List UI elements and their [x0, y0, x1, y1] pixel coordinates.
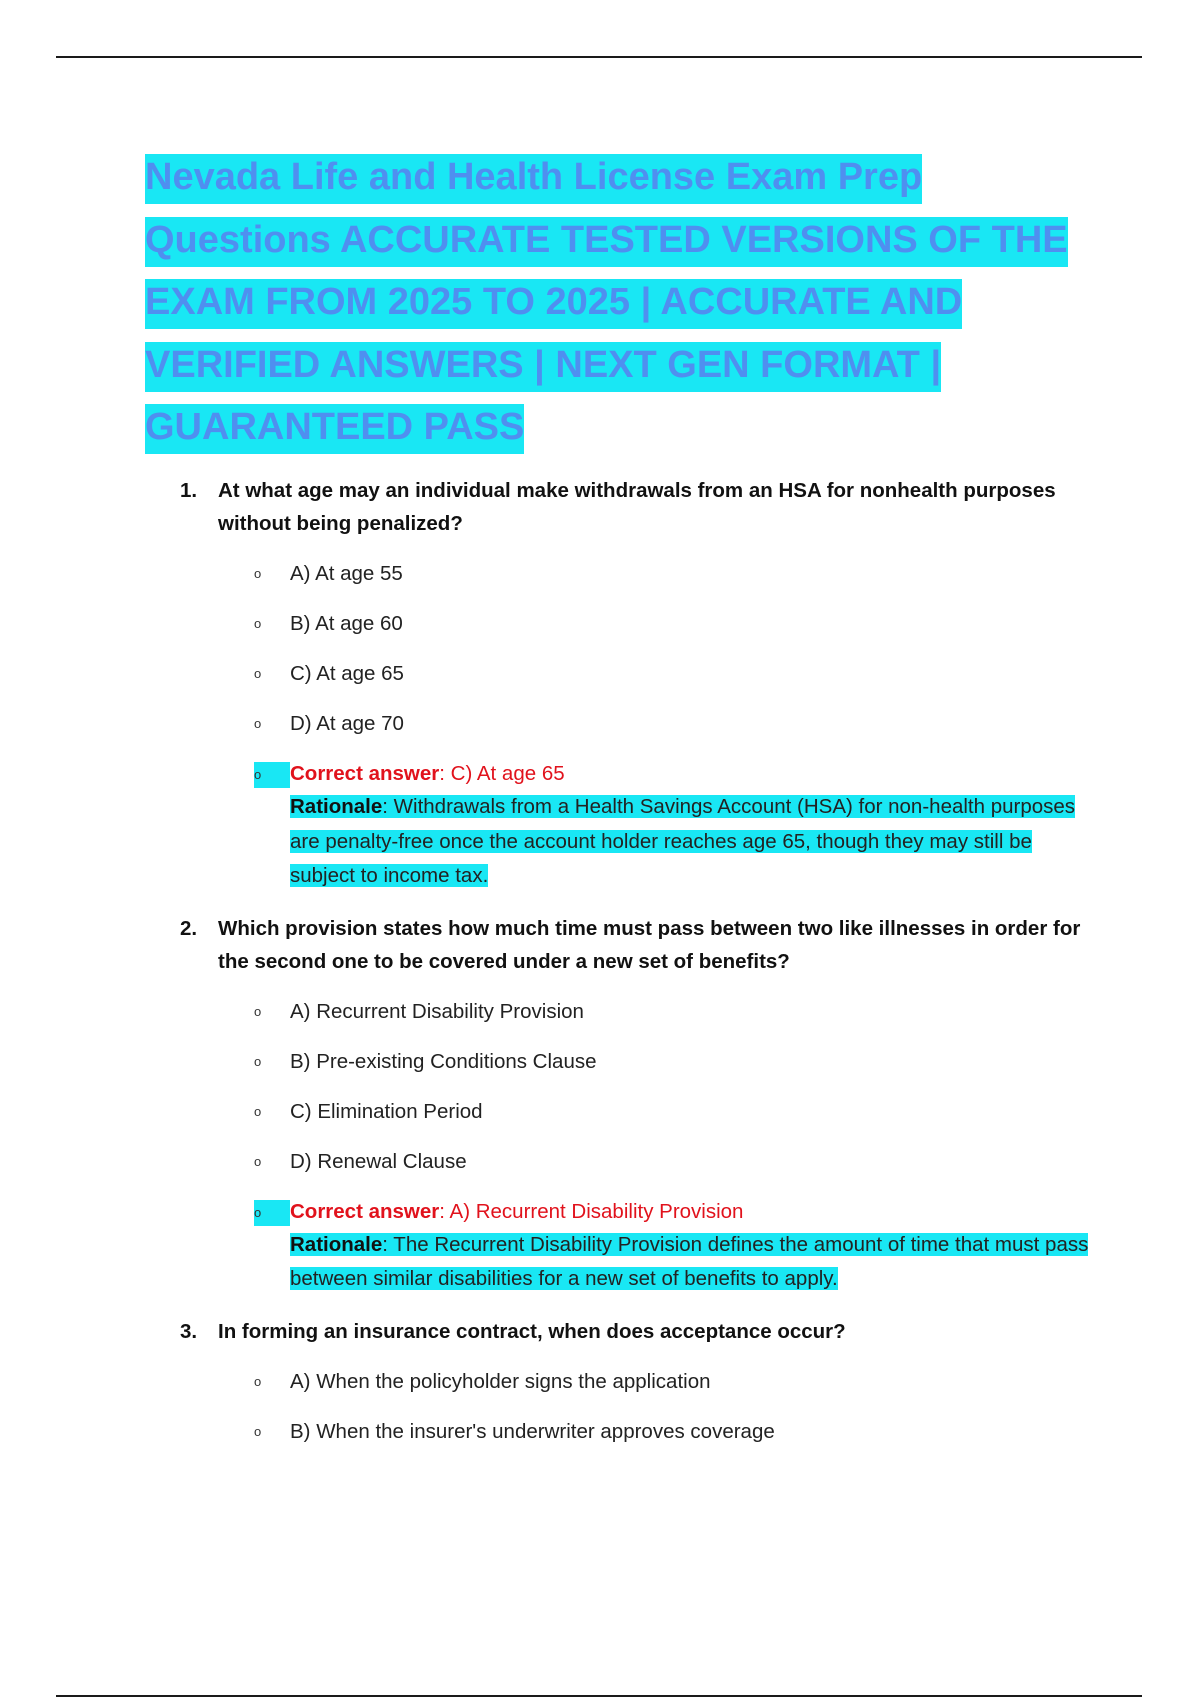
- option-text: C) Elimination Period: [290, 1099, 483, 1123]
- hollow-bullet-icon: o: [254, 666, 262, 681]
- option-text: B) At age 60: [290, 612, 403, 635]
- correct-answer-value: : A) Recurrent Disability Provision: [439, 1199, 744, 1223]
- rationale: [290, 790, 1090, 894]
- option-text: B) Pre-existing Conditions Clause: [290, 1049, 597, 1073]
- hollow-bullet-icon: o: [254, 616, 262, 631]
- rationale-highlight: [290, 1233, 1088, 1291]
- option-text: A) At age 55: [290, 562, 403, 585]
- answer-block: [0, 757, 1200, 894]
- hollow-bullet-icon: o: [254, 762, 290, 788]
- option-list: [0, 995, 1200, 1178]
- question-item: [0, 912, 1200, 1315]
- title-highlight: Nevada Life and Health License Exam Prep Questions ACCURATE TESTED VERSIONS OF THE EXAM FROM 2025 TO 2025 | ACCURATE AND VERIFIED ANSWERS | NEXT GEN FORMAT | GUARANTEED PASS: [145, 154, 1068, 454]
- footer-rule: [56, 1695, 1142, 1697]
- hollow-bullet-icon: o: [254, 1003, 262, 1019]
- header-rule: [56, 56, 1142, 58]
- question-list: [0, 474, 1200, 1448]
- option-item: [0, 557, 1200, 590]
- correct-answer-label: Correct answer: [290, 762, 440, 785]
- correct-answer: [290, 757, 1200, 790]
- hollow-bullet-icon: o: [254, 1153, 262, 1169]
- option-item: [0, 995, 1200, 1028]
- option-item: [0, 707, 1200, 740]
- correct-answer-value: : C) At age 65: [439, 762, 565, 785]
- option-item: [0, 1095, 1200, 1128]
- question-number: 3.: [180, 1319, 198, 1343]
- rationale-label: Rationale: [290, 795, 383, 818]
- rationale: [290, 1228, 1090, 1297]
- option-text: B) When the insurer's underwriter approves coverage: [290, 1419, 775, 1443]
- option-text: D) At age 70: [290, 712, 404, 735]
- correct-answer: [290, 1195, 1200, 1228]
- question-number: 2.: [180, 916, 198, 940]
- option-item: [0, 607, 1200, 640]
- option-list: [0, 557, 1200, 740]
- question-text: In forming an insurance contract, when does acceptance occur?: [218, 1319, 846, 1343]
- option-item: [0, 657, 1200, 690]
- option-text: D) Renewal Clause: [290, 1149, 467, 1173]
- question-text: At what age may an individual make withdrawals from an HSA for nonhealth purposes without being penalized?: [218, 479, 1056, 535]
- correct-answer-label: Correct answer: [290, 1199, 440, 1223]
- option-text: C) At age 65: [290, 662, 404, 685]
- question-item: [0, 474, 1200, 912]
- rationale-text: : Withdrawals from a Health Savings Account (HSA) for non-health purposes are penalty-free once the account holder reaches age 65, though they may still be subject to income tax.: [290, 795, 1076, 887]
- question-number: 1.: [180, 479, 198, 502]
- hollow-bullet-icon: o: [254, 1200, 290, 1226]
- hollow-bullet-icon: o: [254, 1103, 262, 1119]
- question-item: [0, 1315, 1200, 1448]
- document-title: [145, 146, 1075, 459]
- hollow-bullet-icon: o: [254, 1423, 262, 1439]
- option-list: [0, 1365, 1200, 1448]
- rationale-label: Rationale: [290, 1232, 383, 1256]
- option-item: [0, 1415, 1200, 1448]
- option-item: [0, 1365, 1200, 1398]
- option-text: A) Recurrent Disability Provision: [290, 999, 584, 1023]
- hollow-bullet-icon: o: [254, 1373, 262, 1389]
- answer-block: [0, 1195, 1200, 1297]
- rationale-highlight: [290, 795, 1075, 887]
- hollow-bullet-icon: o: [254, 1053, 262, 1069]
- hollow-bullet-icon: o: [254, 716, 262, 731]
- option-item: [0, 1145, 1200, 1178]
- hollow-bullet-icon: o: [254, 566, 262, 581]
- question-text: Which provision states how much time must pass between two like illnesses in order for the second one to be covered under a new set of benefits?: [218, 916, 1081, 973]
- rationale-text: : The Recurrent Disability Provision defines the amount of time that must pass between similar disabilities for a new set of benefits to apply.: [290, 1232, 1089, 1290]
- option-text: A) When the policyholder signs the application: [290, 1369, 711, 1393]
- option-item: [0, 1045, 1200, 1078]
